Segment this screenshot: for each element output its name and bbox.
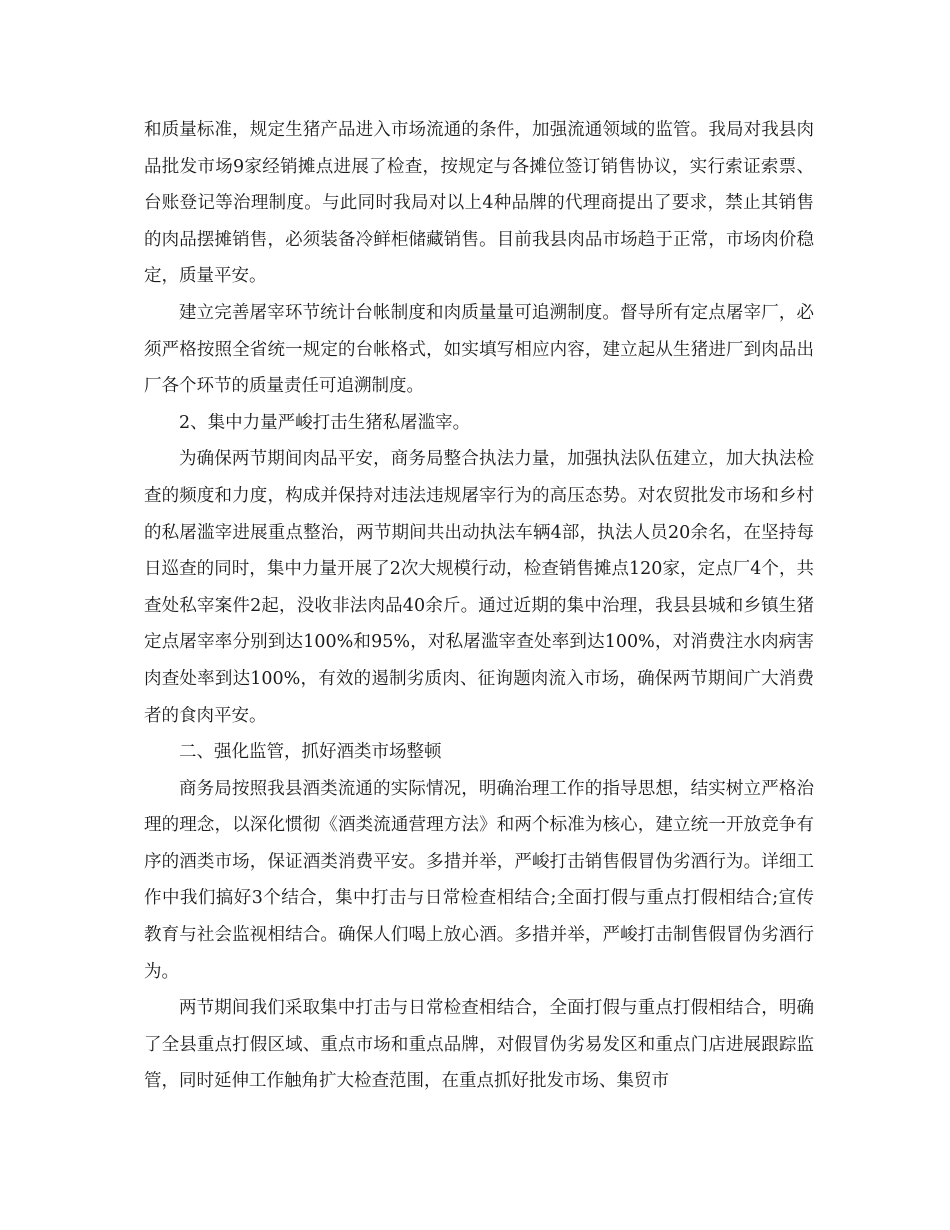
section-heading-liquor: 二、强化监管，抓好酒类市场整顿	[179, 742, 442, 763]
paragraph-2: 建立完善屠宰环节统计台帐制度和肉质量量可追溯制度。督导所有定点屠宰厂，必须严格按照全省统一规定的台帐格式，如实填写相应内容，建立起从生猪进厂到肉品出厂各个环节的质量责任可追溯制度。	[144, 302, 814, 397]
paragraph-1: 和质量标准，规定生猪产品进入市场流通的条件，加强流通领域的监管。我局对我县肉品批发市场9家经销摊点进展了检查，按规定与各摊位签订销售协议，实行索证索票、台账登记等治理制度。与此同时我局对以上4种品牌的代理商提出了要求，禁止其销售的肉品摆摊销售，必须装备冷鲜柜储藏销售。目前我县肉品市场趋于正常，市场肉价稳定，质量平安。	[144, 120, 814, 287]
paragraph-3: 为确保两节期间肉品平安，商务局整合执法力量，加强执法队伍建立，加大执法检查的频度和力度，构成并保持对违法违规屠宰行为的高压态势。对农贸批发市场和乡村的私屠滥宰进展重点整治，两节期间共出动执法车辆4部，执法人员20余名，在坚持每日巡查的同时，集中力量开展了2次大规模行动，检查销售摊点120家，定点厂4个，共查处私宰案件2起，没收非法肉品40余斤。通过近期的集中治理，我县县城和乡镇生猪定点屠宰率分别到达100%和95%，对私屠滥宰查处率到达100%，对消费注水肉病害肉查处率到达100%，有效的遏制劣质肉、征询题肉流入市场，确保两节期间广大消费者的食肉平安。	[144, 449, 814, 726]
section-heading-2: 2、集中力量严峻打击生猪私屠滥宰。	[179, 412, 471, 433]
document-page	[144, 112, 814, 1100]
paragraph-4: 商务局按照我县酒类流通的实际情况，明确治理工作的指导思想，结实树立严格治理的理念，以深化惯彻《酒类流通营理方法》和两个标准为核心，建立统一开放竞争有序的酒类市场，保证酒类消费平安。多措并举，严峻打击销售假冒伪劣酒行为。详细工作中我们搞好3个结合，集中打击与日常检查相结合;全面打假与重点打假相结合;宣传教育与社会监视相结合。确保人们喝上放心酒。多措并举，严峻打击制售假冒伪劣酒行为。	[144, 778, 814, 982]
paragraph-5: 两节期间我们采取集中打击与日常检查相结合，全面打假与重点打假相结合，明确了全县重点打假区域、重点市场和重点品牌，对假冒伪劣易发区和重点门店进展跟踪监管，同时延伸工作触角扩大检查范围，在重点抓好批发市场、集贸市	[144, 998, 814, 1092]
